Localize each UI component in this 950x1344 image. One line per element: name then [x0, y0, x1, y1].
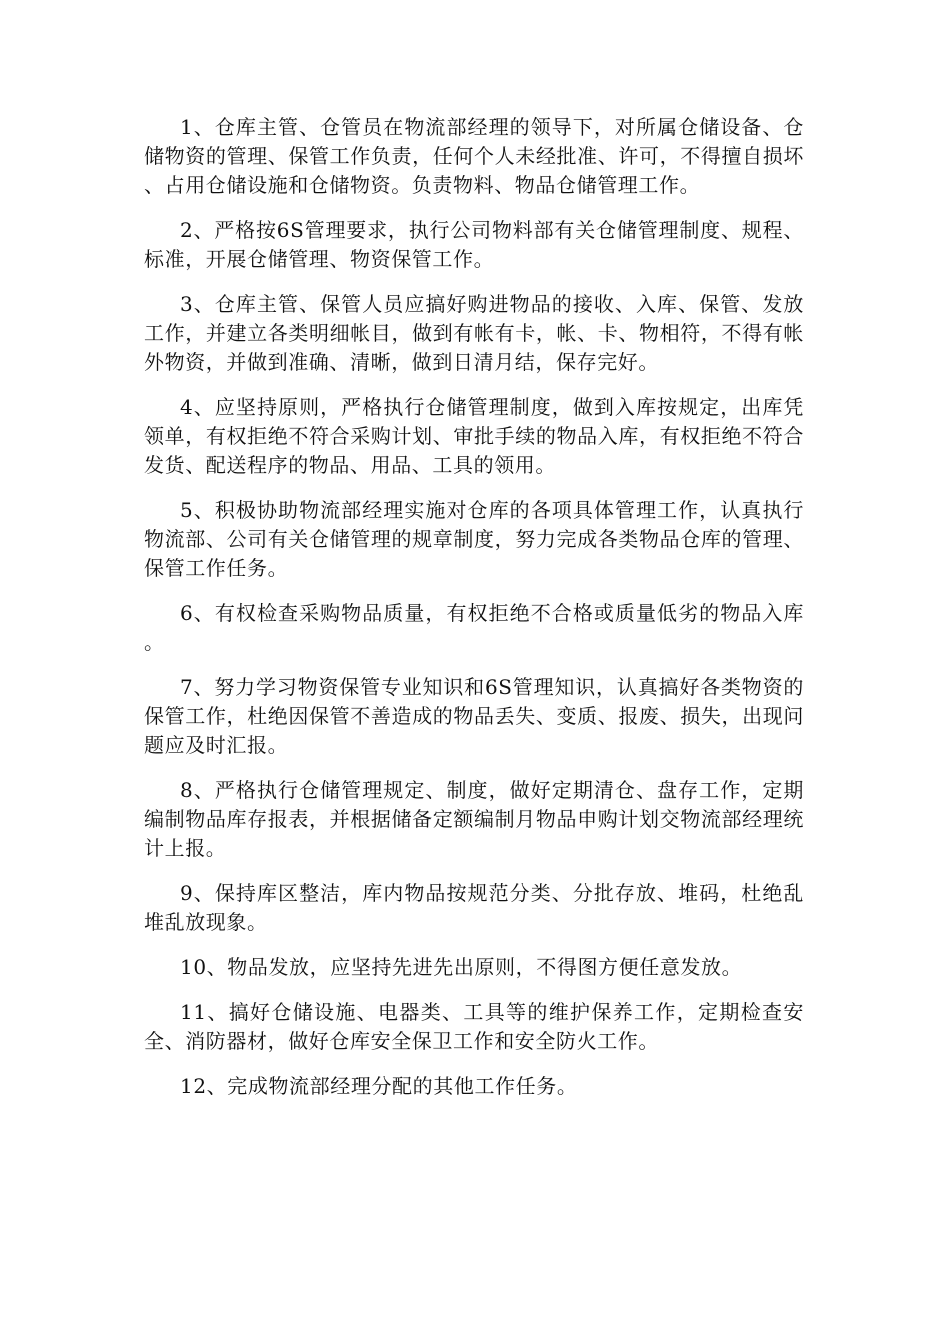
- paragraph-12: 12、完成物流部经理分配的其他工作任务。: [180, 1074, 578, 1098]
- paragraph-7: 7、努力学习物资保管专业知识和6S管理知识，认真搞好各类物资的保管工作，杜绝因保管不善造成的物品丢失、变质、报废、损失，出现问题应及时汇报。: [144, 675, 804, 757]
- paragraph-8: 8、严格执行仓储管理规定、制度，做好定期清仓、盘存工作，定期编制物品库存报表，并根据储备定额编制月物品申购计划交物流部经理统计上报。: [144, 778, 804, 860]
- paragraph-6: 6、有权检查采购物品质量，有权拒绝不合格或质量低劣的物品入库。: [144, 601, 804, 654]
- paragraph-11: 11、搞好仓储设施、电器类、工具等的维护保养工作，定期检查安全、消防器材，做好仓库安全保卫工作和安全防火工作。: [144, 1000, 804, 1053]
- paragraph-1: 1、仓库主管、仓管员在物流部经理的领导下，对所属仓储设备、仓储物资的管理、保管工作负责，任何个人未经批准、许可，不得擅自损坏、占用仓储设施和仓储物资。负责物料、物品仓储管理工作。: [144, 115, 804, 197]
- paragraph-9: 9、保持库区整洁，库内物品按规范分类、分批存放、堆码，杜绝乱堆乱放现象。: [144, 881, 804, 934]
- paragraph-5: 5、积极协助物流部经理实施对仓库的各项具体管理工作，认真执行物流部、公司有关仓储管理的规章制度，努力完成各类物品仓库的管理、保管工作任务。: [144, 498, 804, 580]
- document-body: [144, 113, 804, 1117]
- paragraph-3: 3、仓库主管、保管人员应搞好购进物品的接收、入库、保管、发放工作，并建立各类明细帐目，做到有帐有卡，帐、卡、物相符，不得有帐外物资，并做到准确、清晰，做到日清月结，保存完好。: [144, 292, 804, 374]
- paragraph-10: 10、物品发放，应坚持先进先出原则，不得图方便任意发放。: [180, 955, 743, 979]
- paragraph-4: 4、应坚持原则，严格执行仓储管理制度，做到入库按规定，出库凭领单，有权拒绝不符合采购计划、审批手续的物品入库，有权拒绝不符合发货、配送程序的物品、用品、工具的领用。: [144, 395, 804, 477]
- paragraph-2: 2、严格按6S管理要求，执行公司物料部有关仓储管理制度、规程、标准，开展仓储管理、物资保管工作。: [144, 218, 804, 271]
